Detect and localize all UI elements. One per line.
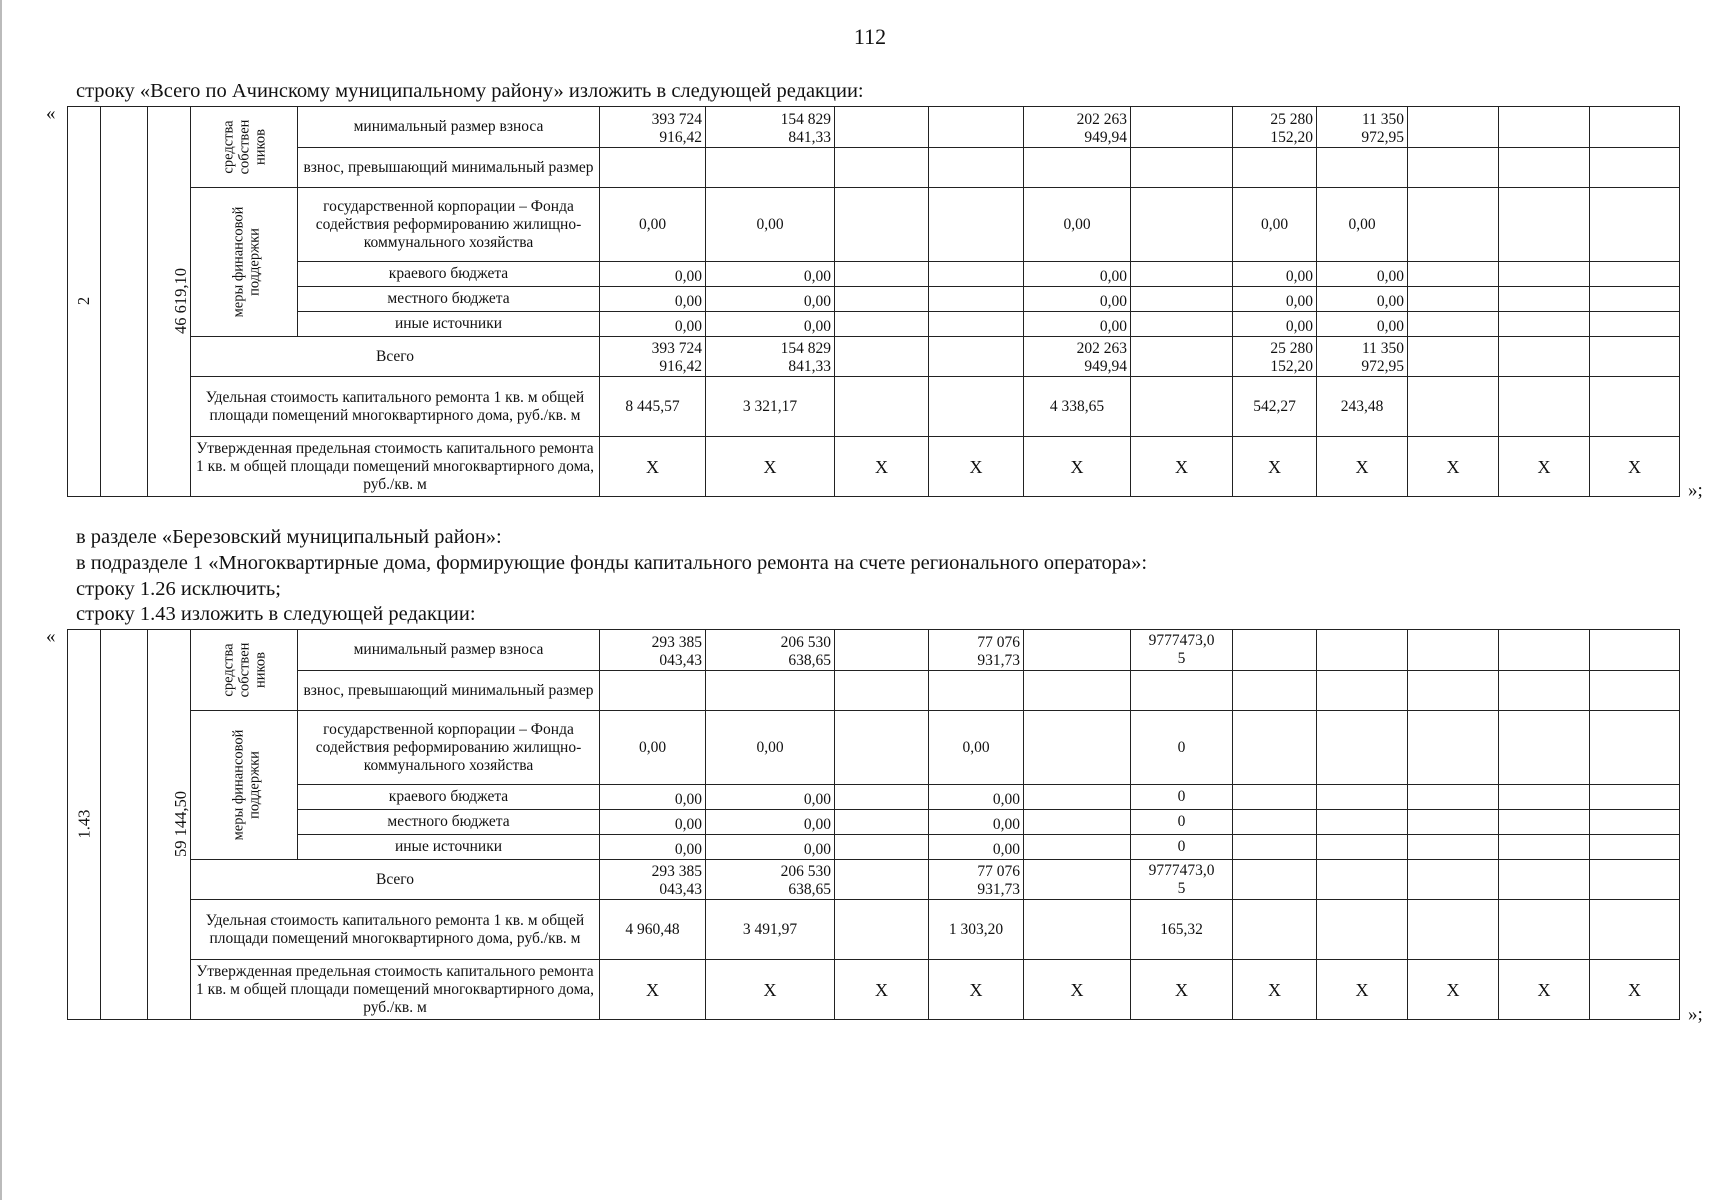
value-cell: 77 076 931,73	[929, 630, 1024, 671]
empty-cell	[1408, 671, 1499, 711]
empty-cell	[1131, 671, 1233, 711]
empty-cell	[1024, 810, 1131, 835]
empty-cell	[1024, 860, 1131, 900]
empty-cell	[1317, 900, 1408, 960]
empty-cell	[1408, 835, 1499, 860]
value-cell: 4 338,65	[1024, 377, 1131, 437]
empty-cell	[1590, 377, 1680, 437]
table-row	[68, 287, 1680, 312]
empty-cell	[1499, 262, 1590, 287]
empty-cell	[600, 671, 706, 711]
limit-mark: X	[1233, 437, 1317, 497]
value-cell: 1 303,20	[929, 900, 1024, 960]
close-quote-2: »;	[1688, 1004, 1703, 1025]
value-cell: 0,00	[600, 835, 706, 860]
empty-cell	[1590, 312, 1680, 337]
limit-mark: X	[1590, 437, 1680, 497]
empty-cell	[1590, 148, 1680, 188]
empty-cell	[1590, 671, 1680, 711]
page-number: 112	[853, 24, 887, 49]
empty-cell	[835, 671, 929, 711]
value-cell: 9777473,0 5	[1131, 860, 1233, 900]
value-cell: 11 350 972,95	[1317, 107, 1408, 148]
empty-cell	[1590, 711, 1680, 785]
paragraph-exclude: строку 1.26 исключить;	[76, 578, 281, 600]
empty-cell	[1408, 900, 1499, 960]
limit-mark: X	[1317, 437, 1408, 497]
limit-mark: X	[1499, 960, 1590, 1020]
empty-cell	[706, 671, 835, 711]
value-cell: 4 960,48	[600, 900, 706, 960]
value-cell: 0,00	[706, 188, 835, 262]
empty-cell	[1590, 337, 1680, 377]
empty-cell	[1590, 835, 1680, 860]
empty-cell	[1499, 671, 1590, 711]
value-cell: 0,00	[706, 711, 835, 785]
row-label: государственной корпорации – Фонда содействия реформированию жилищно-коммунального хозяйства	[298, 188, 600, 262]
empty-cell	[1408, 148, 1499, 188]
table-achinsky	[67, 106, 1680, 497]
value-cell: 0,00	[1233, 262, 1317, 287]
value-cell: 0,00	[1317, 287, 1408, 312]
empty-cell	[1590, 785, 1680, 810]
empty-cell	[1499, 785, 1590, 810]
empty-cell	[1408, 377, 1499, 437]
row-label: иные источники	[298, 312, 600, 337]
value-cell: 293 385 043,43	[600, 630, 706, 671]
total-area: 59 144,50	[148, 630, 191, 1020]
value-cell: 0,00	[706, 785, 835, 810]
empty-cell	[835, 835, 929, 860]
empty-cell	[835, 785, 929, 810]
group-owners-funds: средства собствен ников	[191, 107, 298, 188]
intro-paragraph: строку «Всего по Ачинскому муниципальному району» изложить в следующей редакции:	[76, 80, 864, 102]
empty-cell	[1131, 107, 1233, 148]
empty-cell	[1408, 337, 1499, 377]
group-owners-funds: средства собствен ников	[191, 630, 298, 711]
empty-cell	[1233, 630, 1317, 671]
empty-cell	[1317, 711, 1408, 785]
value-cell: 0,00	[929, 785, 1024, 810]
empty-cell	[1233, 810, 1317, 835]
limit-mark: X	[929, 960, 1024, 1020]
empty-cell	[929, 287, 1024, 312]
value-cell: 0,00	[706, 835, 835, 860]
value-cell: 0,00	[600, 711, 706, 785]
value-cell: 0,00	[600, 312, 706, 337]
open-quote-2: «	[46, 626, 56, 647]
scan-edge	[0, 0, 2, 1200]
value-cell: 0,00	[1317, 262, 1408, 287]
empty-cell	[1024, 711, 1131, 785]
empty-cell	[1024, 630, 1131, 671]
row-name	[101, 630, 148, 1020]
value-cell: 393 724 916,42	[600, 107, 706, 148]
empty-cell	[1590, 860, 1680, 900]
empty-cell	[929, 188, 1024, 262]
limit-mark: X	[1131, 437, 1233, 497]
limit-mark: X	[1131, 960, 1233, 1020]
value-cell: 0,00	[600, 287, 706, 312]
value-cell: 0,00	[1024, 188, 1131, 262]
empty-cell	[1590, 287, 1680, 312]
value-cell: 293 385 043,43	[600, 860, 706, 900]
empty-cell	[1499, 835, 1590, 860]
value-cell: 0,00	[600, 785, 706, 810]
row-label-limit-cost: Утвержденная предельная стоимость капитального ремонта 1 кв. м общей площади помещений многоквартирного дома, руб./кв. м	[191, 960, 600, 1020]
value-cell: 243,48	[1317, 377, 1408, 437]
empty-cell	[929, 671, 1024, 711]
value-cell: 0,00	[600, 810, 706, 835]
row-label: краевого бюджета	[298, 262, 600, 287]
row-label: минимальный размер взноса	[298, 107, 600, 148]
table-row	[68, 262, 1680, 287]
empty-cell	[1499, 377, 1590, 437]
empty-cell	[835, 860, 929, 900]
empty-cell	[1499, 860, 1590, 900]
empty-cell	[1499, 711, 1590, 785]
limit-mark: X	[1024, 960, 1131, 1020]
limit-mark: X	[600, 437, 706, 497]
value-cell: 0,00	[929, 711, 1024, 785]
row-label: иные источники	[298, 835, 600, 860]
empty-cell	[1024, 671, 1131, 711]
table-row	[68, 107, 1680, 148]
empty-cell	[1590, 810, 1680, 835]
empty-cell	[1233, 860, 1317, 900]
empty-cell	[1499, 810, 1590, 835]
value-cell: 0,00	[1317, 312, 1408, 337]
empty-cell	[1131, 262, 1233, 287]
paragraph-edit: строку 1.43 изложить в следующей редакции:	[76, 603, 476, 625]
limit-mark: X	[1590, 960, 1680, 1020]
limit-mark: X	[600, 960, 706, 1020]
limit-mark: X	[1408, 437, 1499, 497]
row-label-total: Всего	[191, 337, 600, 377]
empty-cell	[1233, 835, 1317, 860]
empty-cell	[1590, 107, 1680, 148]
empty-cell	[835, 711, 929, 785]
empty-cell	[1499, 148, 1590, 188]
empty-cell	[835, 377, 929, 437]
paragraph-subsection: в подразделе 1 «Многоквартирные дома, формирующие фонды капитального ремонта на счете регионального оператора»:	[76, 552, 1148, 574]
value-cell: 0,00	[1233, 312, 1317, 337]
empty-cell	[1024, 835, 1131, 860]
limit-mark: X	[835, 960, 929, 1020]
row-name	[101, 107, 148, 497]
empty-cell	[835, 262, 929, 287]
empty-cell	[1499, 900, 1590, 960]
value-cell: 0	[1131, 810, 1233, 835]
empty-cell	[1408, 107, 1499, 148]
empty-cell	[835, 810, 929, 835]
empty-cell	[1590, 900, 1680, 960]
empty-cell	[706, 148, 835, 188]
value-cell: 0	[1131, 785, 1233, 810]
table-row	[68, 630, 1680, 671]
empty-cell	[1024, 900, 1131, 960]
empty-cell	[1131, 188, 1233, 262]
empty-cell	[1233, 711, 1317, 785]
limit-mark: X	[706, 437, 835, 497]
empty-cell	[1499, 337, 1590, 377]
empty-cell	[835, 148, 929, 188]
row-index: 1.43	[68, 630, 101, 1020]
empty-cell	[1024, 785, 1131, 810]
value-cell: 9777473,0 5	[1131, 630, 1233, 671]
empty-cell	[1317, 810, 1408, 835]
row-label: взнос, превышающий минимальный размер	[298, 671, 600, 711]
empty-cell	[1317, 630, 1408, 671]
empty-cell	[1590, 262, 1680, 287]
empty-cell	[1131, 337, 1233, 377]
value-cell: 11 350 972,95	[1317, 337, 1408, 377]
value-cell: 0,00	[929, 835, 1024, 860]
row-label-unit-cost: Удельная стоимость капитального ремонта 1 кв. м общей площади помещений многоквартирного дома, руб./кв. м	[191, 900, 600, 960]
row-label: краевого бюджета	[298, 785, 600, 810]
empty-cell	[1131, 287, 1233, 312]
value-cell: 0,00	[1024, 312, 1131, 337]
empty-cell	[1233, 671, 1317, 711]
empty-cell	[1499, 312, 1590, 337]
value-cell: 0,00	[1233, 287, 1317, 312]
row-label-limit-cost: Утвержденная предельная стоимость капитального ремонта 1 кв. м общей площади помещений многоквартирного дома, руб./кв. м	[191, 437, 600, 497]
value-cell: 3 321,17	[706, 377, 835, 437]
empty-cell	[1408, 188, 1499, 262]
table-berezovsky	[67, 629, 1680, 1020]
empty-cell	[1408, 287, 1499, 312]
limit-mark: X	[1024, 437, 1131, 497]
value-cell: 0,00	[929, 810, 1024, 835]
empty-cell	[1499, 188, 1590, 262]
table-row	[68, 960, 1680, 1020]
group-financial-support: меры финансовой поддержки	[191, 711, 298, 860]
empty-cell	[1024, 148, 1131, 188]
value-cell: 206 530 638,65	[706, 860, 835, 900]
empty-cell	[835, 107, 929, 148]
row-index: 2	[68, 107, 101, 497]
row-label: минимальный размер взноса	[298, 630, 600, 671]
empty-cell	[835, 900, 929, 960]
value-cell: 393 724 916,42	[600, 337, 706, 377]
paragraph-section: в разделе «Березовский муниципальный район»:	[76, 526, 502, 548]
total-area: 46 619,10	[148, 107, 191, 497]
row-label: местного бюджета	[298, 810, 600, 835]
table-row	[68, 860, 1680, 900]
value-cell: 0,00	[706, 262, 835, 287]
value-cell: 202 263 949,94	[1024, 337, 1131, 377]
empty-cell	[1590, 188, 1680, 262]
value-cell: 202 263 949,94	[1024, 107, 1131, 148]
empty-cell	[1408, 860, 1499, 900]
limit-mark: X	[929, 437, 1024, 497]
value-cell: 0	[1131, 711, 1233, 785]
value-cell: 0,00	[1317, 188, 1408, 262]
value-cell: 0,00	[600, 262, 706, 287]
value-cell: 206 530 638,65	[706, 630, 835, 671]
limit-mark: X	[706, 960, 835, 1020]
empty-cell	[1408, 711, 1499, 785]
empty-cell	[1317, 860, 1408, 900]
value-cell: 154 829 841,33	[706, 107, 835, 148]
empty-cell	[1408, 630, 1499, 671]
row-label-unit-cost: Удельная стоимость капитального ремонта 1 кв. м общей площади помещений многоквартирного дома, руб./кв. м	[191, 377, 600, 437]
empty-cell	[1131, 148, 1233, 188]
table-row	[68, 900, 1680, 960]
empty-cell	[835, 630, 929, 671]
limit-mark: X	[835, 437, 929, 497]
table-row	[68, 785, 1680, 810]
empty-cell	[1233, 900, 1317, 960]
group-financial-support: меры финансовой поддержки	[191, 188, 298, 337]
table-row	[68, 711, 1680, 785]
empty-cell	[600, 148, 706, 188]
empty-cell	[1408, 810, 1499, 835]
row-label-total: Всего	[191, 860, 600, 900]
value-cell: 0,00	[1024, 287, 1131, 312]
value-cell: 0,00	[706, 312, 835, 337]
empty-cell	[1233, 148, 1317, 188]
table-row	[68, 148, 1680, 188]
table-row	[68, 810, 1680, 835]
row-label: местного бюджета	[298, 287, 600, 312]
row-label: государственной корпорации – Фонда содействия реформированию жилищно-коммунального хозяйства	[298, 711, 600, 785]
empty-cell	[1317, 671, 1408, 711]
table-row	[68, 835, 1680, 860]
value-cell: 0,00	[1233, 188, 1317, 262]
limit-mark: X	[1499, 437, 1590, 497]
limit-mark: X	[1317, 960, 1408, 1020]
empty-cell	[1590, 630, 1680, 671]
empty-cell	[929, 262, 1024, 287]
value-cell: 8 445,57	[600, 377, 706, 437]
value-cell: 0	[1131, 835, 1233, 860]
empty-cell	[1317, 148, 1408, 188]
empty-cell	[1499, 287, 1590, 312]
empty-cell	[835, 337, 929, 377]
value-cell: 154 829 841,33	[706, 337, 835, 377]
value-cell: 25 280 152,20	[1233, 337, 1317, 377]
empty-cell	[1131, 312, 1233, 337]
empty-cell	[1408, 262, 1499, 287]
empty-cell	[1408, 312, 1499, 337]
empty-cell	[835, 312, 929, 337]
empty-cell	[929, 377, 1024, 437]
table-row	[68, 337, 1680, 377]
limit-mark: X	[1233, 960, 1317, 1020]
row-label: взнос, превышающий минимальный размер	[298, 148, 600, 188]
value-cell: 0,00	[706, 287, 835, 312]
table-row	[68, 671, 1680, 711]
empty-cell	[835, 287, 929, 312]
empty-cell	[1131, 377, 1233, 437]
value-cell: 165,32	[1131, 900, 1233, 960]
table-row	[68, 188, 1680, 262]
table-row	[68, 377, 1680, 437]
value-cell: 0,00	[600, 188, 706, 262]
empty-cell	[1233, 785, 1317, 810]
empty-cell	[835, 188, 929, 262]
table-row	[68, 312, 1680, 337]
value-cell: 25 280 152,20	[1233, 107, 1317, 148]
table-row	[68, 437, 1680, 497]
empty-cell	[1317, 785, 1408, 810]
value-cell: 0,00	[1024, 262, 1131, 287]
empty-cell	[929, 107, 1024, 148]
limit-mark: X	[1408, 960, 1499, 1020]
empty-cell	[1408, 785, 1499, 810]
empty-cell	[929, 312, 1024, 337]
empty-cell	[1499, 630, 1590, 671]
value-cell: 0,00	[706, 810, 835, 835]
empty-cell	[1499, 107, 1590, 148]
empty-cell	[1317, 835, 1408, 860]
value-cell: 542,27	[1233, 377, 1317, 437]
open-quote: «	[46, 103, 56, 124]
value-cell: 3 491,97	[706, 900, 835, 960]
value-cell: 77 076 931,73	[929, 860, 1024, 900]
close-quote: »;	[1688, 480, 1703, 501]
empty-cell	[929, 148, 1024, 188]
empty-cell	[929, 337, 1024, 377]
